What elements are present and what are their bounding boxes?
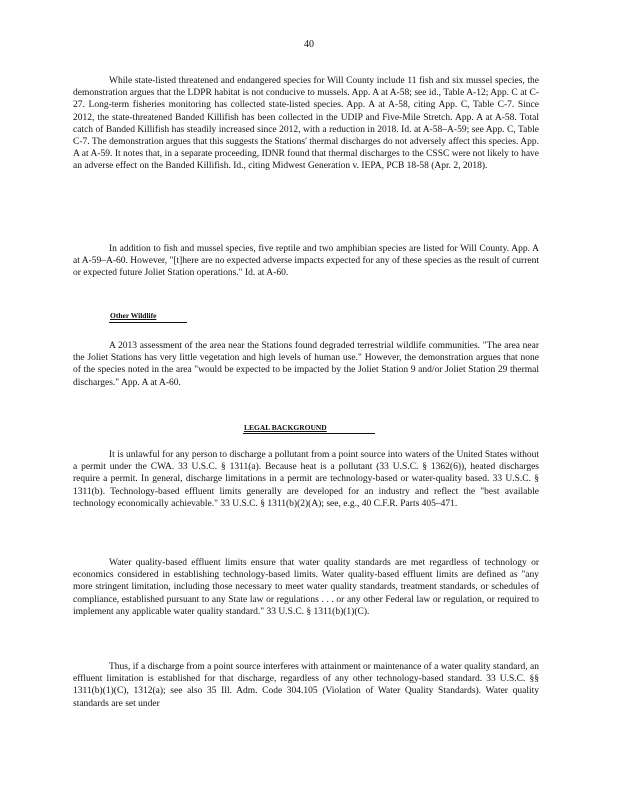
paragraph-text: While state-listed threatened and endangered species for Will County include 11 fish and six mussel species, the demonstration argues that the LDPR habitat is not conducive to mussels. App. A at A-58; see id., Table A-12; App. C at C-27. Long-term fisheries monitoring has collected state-listed species. App. A at A-58, citing App. C, Table C-7. Since 2012, the state-threatened Banded Killifish has been collected in the UDIP and Five-Mile Stretch. App. A at A-58. Total catch of Banded Killifish has steadily increased since 2012, with a reduction in 2018. Id. at A-58–A-59; see App. C, Table C-7. The demonstration argues that this suggests the Stations' thermal discharges do not adversely affect this species. App. A at A-59. It notes that, in a separate proceeding, IDNR found that thermal discharges to the CSSC were not likely to have an adverse effect on the Banded Killifish. Id., citing Midwest Generation v. IEPA, PCB 18-58 (Apr. 2, 2018). bbox=[73, 76, 539, 172]
paragraph-text: A 2013 assessment of the area near the Stations found degraded terrestrial wildlife communities. "The area near the Joliet Stations has very little vegetation and high levels of human use." However, the demonstration argues that none of the species noted in the area "would be expected to be impacted by the Joliet Station 9 and/or Joliet Station 29 thermal discharges." App. A at A-60. bbox=[73, 341, 539, 388]
paragraph-text: It is unlawful for any person to discharge a pollutant from a point source into waters of the United States without a permit under the CWA. 33 U.S.C. § 1311(a). Because heat is a pollutant (33 U.S.C. § 1362(6)), heated discharges require a permit. In general, discharge limitations in a permit are technology-based or water-quality based. 33 U.S.C. § 1311(b). Technology-based effluent limits generally are developed for an industry and reflect the "best available technology economically achievable." 33 U.S.C. § 1311(b)(2)(A); see, e.g., 40 C.F.R. Parts 405–471. bbox=[73, 450, 539, 509]
paragraph-text: In addition to fish and mussel species, five reptile and two amphibian species are listed for Will County. App. A at A-59–A-60. However, "[t]here are no expected adverse impacts expected for any of these species as the result of current or expected future Joliet Station operations." Id. at A-60. bbox=[73, 244, 539, 279]
heading-other-wildlife: Other Wildlife bbox=[110, 311, 157, 320]
paragraph-state-listed-species bbox=[73, 75, 539, 173]
paragraph-point-source-interference bbox=[73, 661, 539, 710]
paragraph-reptile-amphibian bbox=[73, 243, 539, 280]
paragraph-water-quality-limits bbox=[73, 557, 539, 618]
heading-legal-background: LEGAL BACKGROUND bbox=[244, 423, 327, 432]
paragraph-text: Water quality-based effluent limits ensure that water quality standards are met regardless of technology or economics considered in establishing technology-based limits. Water quality-based effluent limits are defined as "any more stringent limitation, including those necessary to meet water quality standards, treatment standards, or schedules of compliance, established pursuant to any State law or regulations . . . or any other Federal law or regulation, or required to implement any applicable water quality standard." 33 U.S.C. § 1311(b)(1)(C). bbox=[73, 558, 539, 617]
heading-underline bbox=[109, 322, 187, 323]
page-number: 40 bbox=[304, 39, 314, 50]
paragraph-unlawful-discharge bbox=[73, 449, 539, 510]
paragraph-terrestrial-assessment bbox=[73, 340, 539, 389]
paragraph-text: Thus, if a discharge from a point source interferes with attainment or maintenance of a water quality standard, an effluent limitation is established for that discharge, regardless of any other technology-based standard. 33 U.S.C. §§ 1311(b)(1)(C), 1312(a); see also 35 Ill. Adm. Code 304.105 (Violation of Water Quality Standards). Water quality standards are set under bbox=[73, 662, 539, 709]
heading-underline bbox=[243, 433, 375, 434]
